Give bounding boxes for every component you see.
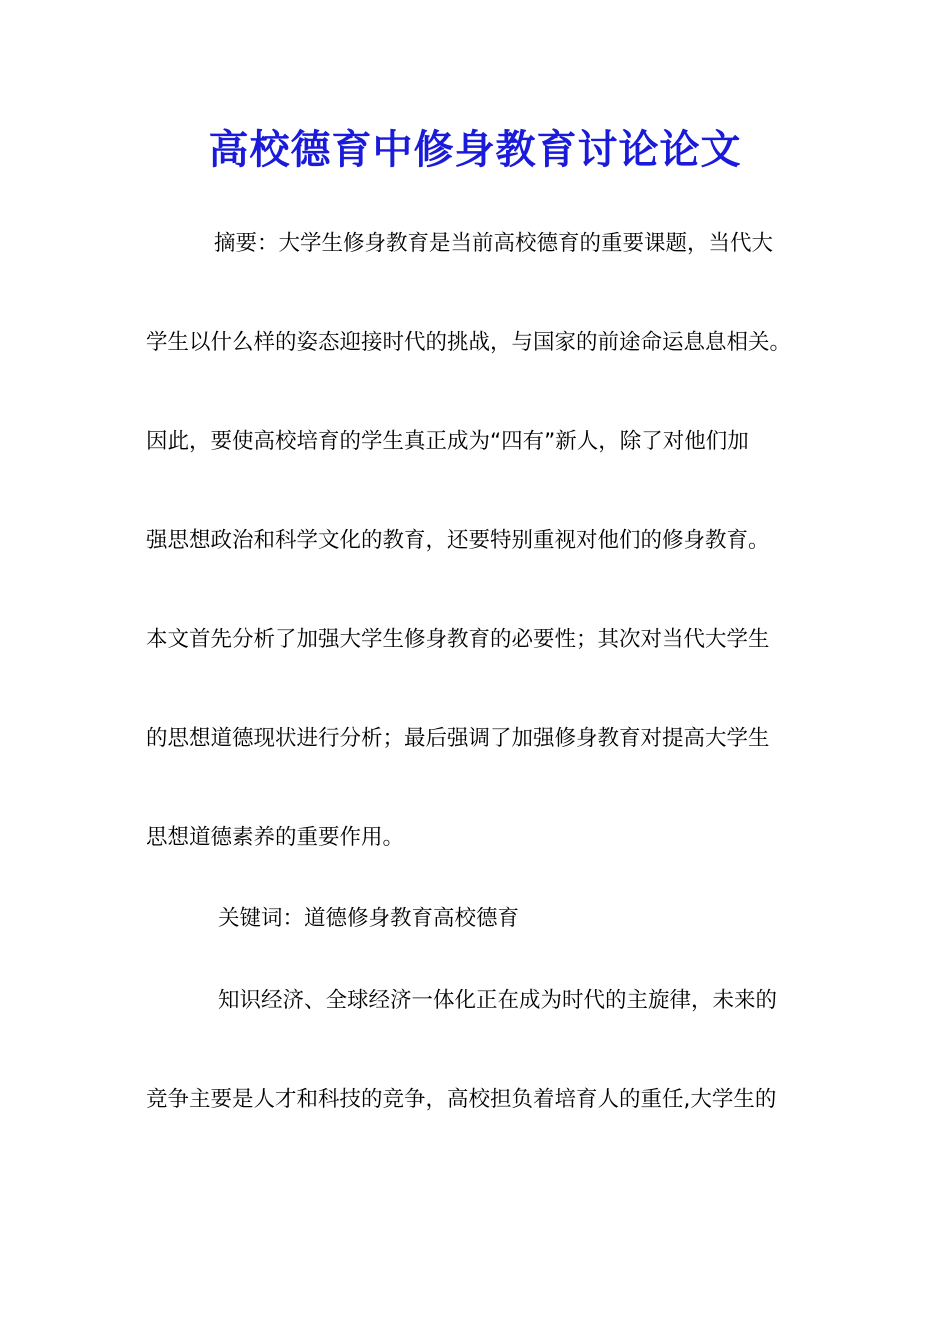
abstract-line-6: 的思想道德现状进行分析；最后强调了加强修身教育对提高大学生 (146, 726, 770, 751)
body-line-1: 知识经济、全球经济一体化正在成为时代的主旋律，未来的 (218, 988, 778, 1013)
document-title: 高校德育中修身教育讨论论文 (208, 126, 742, 173)
abstract-line-5: 本文首先分析了加强大学生修身教育的必要性；其次对当代大学生 (146, 627, 770, 652)
abstract-line-3: 因此，要使高校培育的学生真正成为“四有”新人，除了对他们加 (146, 429, 749, 454)
abstract-line-4: 强思想政治和科学文化的教育，还要特别重视对他们的修身教育。 (146, 528, 770, 553)
abstract-line-1: 摘要：大学生修身教育是当前高校德育的重要课题，当代大 (214, 231, 774, 256)
abstract-line-7: 思想道德素养的重要作用。 (146, 825, 405, 850)
abstract-line-2: 学生以什么样的姿态迎接时代的挑战，与国家的前途命运息息相关。 (146, 330, 792, 355)
keywords-line: 关键词：道德修身教育高校德育 (218, 906, 520, 931)
body-line-2: 竞争主要是人才和科技的竞争，高校担负着培育人的重任,大学生的 (146, 1087, 777, 1112)
